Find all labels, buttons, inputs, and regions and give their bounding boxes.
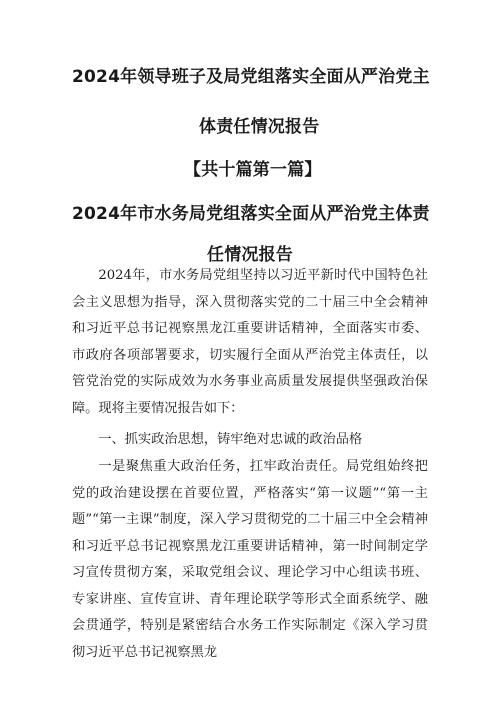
main-title-line-1: 2024年领导班子及局党组落实全面从严治党主: [72, 67, 430, 87]
main-title-line-2: 体责任情况报告: [199, 117, 320, 137]
section-1-heading: 一、抓实政治思想，铸牢绝对忠诚的政治品格: [98, 432, 363, 447]
collection-label: 【共十篇第一篇】: [184, 160, 322, 180]
sub-title-line-1: 2024年市水务局党组落实全面从严治党主体责: [72, 204, 430, 224]
sub-title-line-2: 任情况报告: [207, 245, 293, 265]
intro-paragraph: 2024年，市水务局党组坚持以习近平新时代中国特色社会主义思想为指导，深入贯彻落实党的二十届三中全会精神和习近平总书记视察黑龙江重要讲话精神，全面落实市委、市政府各项部署要求，切实履行全面从严治党主体责任，以管党治党的实际成效为水务事业高质量发展提供坚强政治保障。现将主要情况报告如下：: [72, 268, 428, 416]
section-1-paragraph-1: 一是聚焦重大政治任务，扛牢政治责任。局党组始终把党的政治建设摆在首要位置，严格落实“第一议题”“第一主题”“第一主课”制度，深入学习贯彻党的二十届三中全会精神和习近平总书记视察黑龙江重要讲话精神，第一时间制定学习宣传贯彻方案，采取党组会议、理论学习中心组读书班、专家讲座、宣传宣讲、青年理论联学等形式全面系统学、融会贯通学，特别是紧密结合水务工作实际制定《深入学习贯彻习近平总书记视察黑龙: [72, 459, 428, 660]
